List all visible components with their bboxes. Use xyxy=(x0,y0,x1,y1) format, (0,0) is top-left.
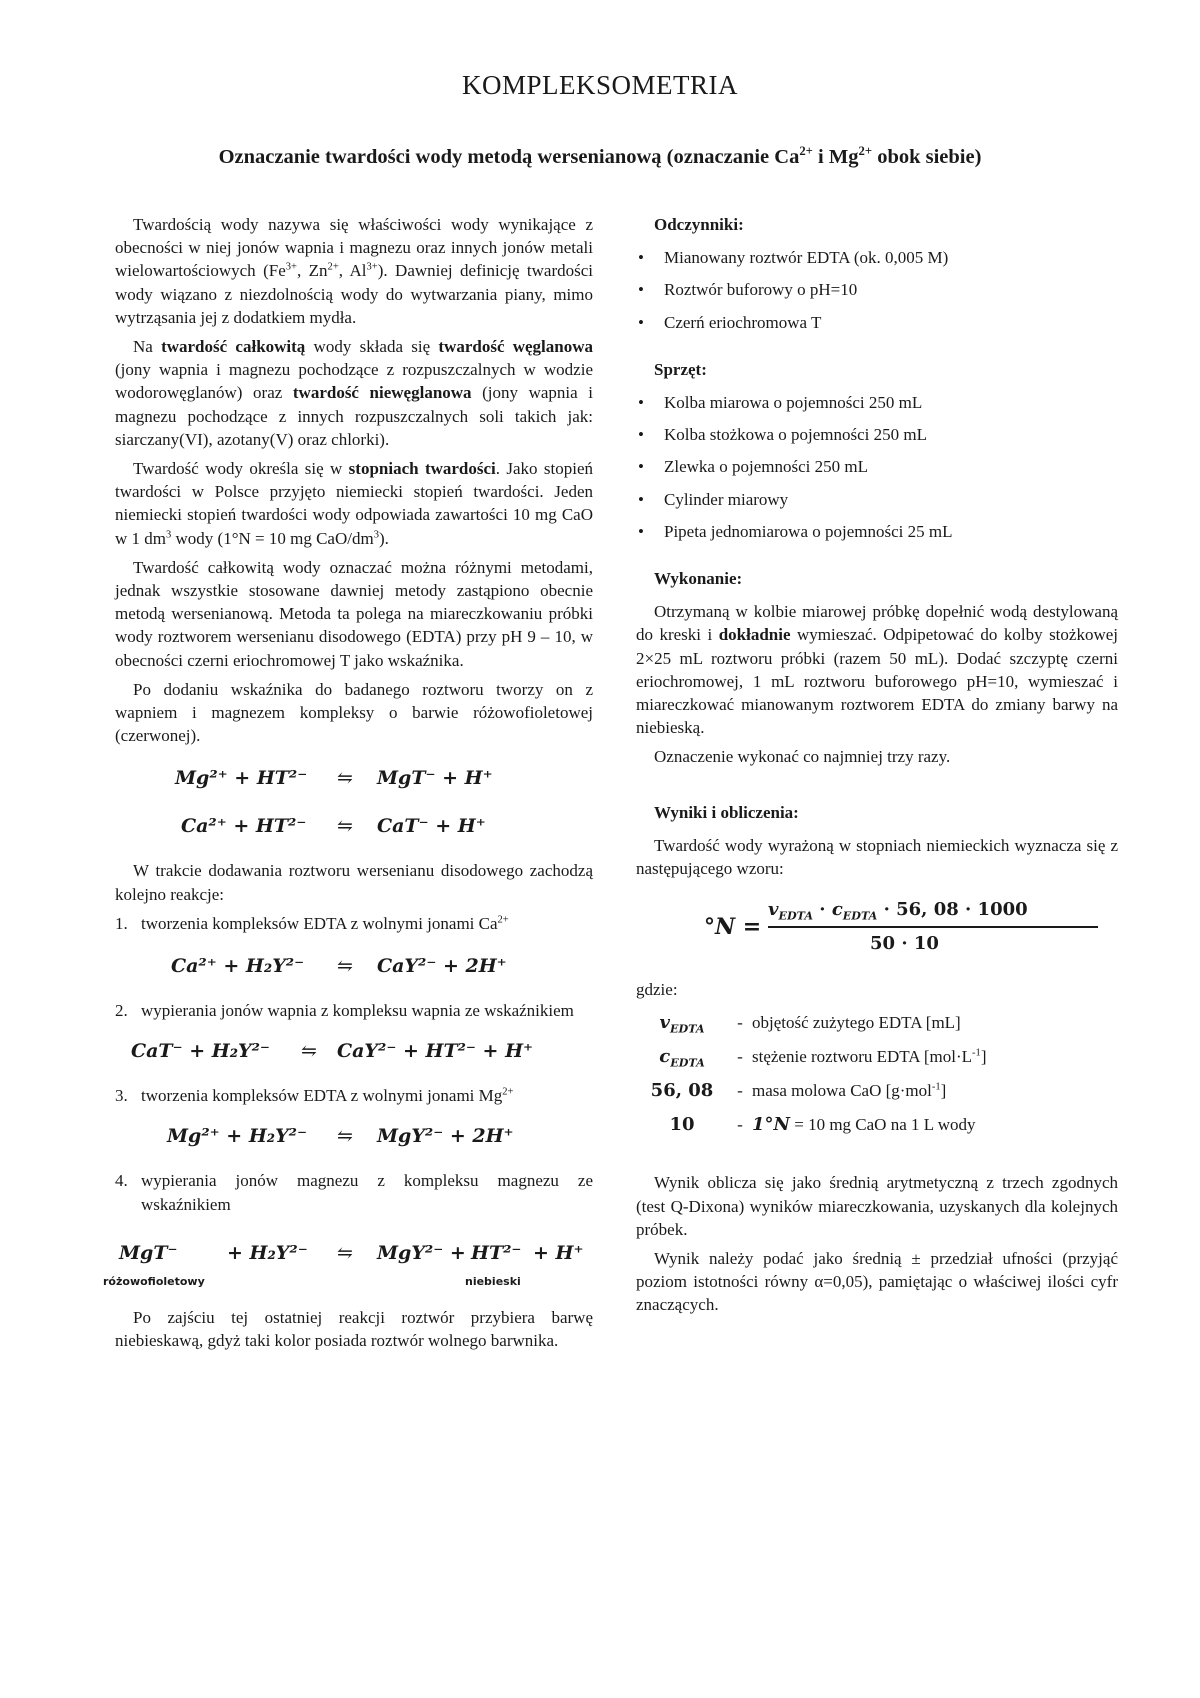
where-label: gdzie: xyxy=(636,980,678,1000)
list-item: • Roztwór buforowy o pH=10 xyxy=(638,280,858,300)
reaction-ca-indicator: Ca²⁺ + HT²⁻ ⇋ CaT⁻ + H⁺ xyxy=(181,815,486,838)
paragraph-reactions-intro: W trakcie dodawania roztworu wersenianu disodowego zachodzą kolejno reakcje: xyxy=(115,861,593,904)
paragraph-final-color: Po zajściu tej ostatniej reakcji roztwór przybiera barwę niebieskawą, gdyż taki kolor posiada roztwór wolnego barwnika. xyxy=(115,1307,593,1351)
reaction-mg-displacement: MgT⁻ + H₂Y²⁻ ⇋ MgY²⁻ + HT²⁻ + H⁺ różowofioletowy niebieski xyxy=(115,1220,593,1298)
equipment-list xyxy=(636,391,1118,543)
paragraph-procedure: Otrzymaną w kolbie miarowej próbkę dopełnić wodą destylowaną do kreski i dokładnie wymieszać. Odpipetować do kolby stożkowej 2×25 mL roztworu próbki (razem 50 mL). Dodać szczyptę czerni eriochromowej, 1 mL roztworu buforowego pH=10, wymieszać i miareczkować mianowanym roztworem EDTA do zmiany barwy na niebieską. xyxy=(636,602,1118,738)
section-procedure-title: Wykonanie: xyxy=(654,569,743,589)
label-blue: niebieski xyxy=(465,1274,521,1288)
paragraph-repeat: Oznaczenie wykonać co najmniej trzy razy. xyxy=(654,747,951,767)
section-equipment-title: Sprzęt: xyxy=(654,359,707,379)
reaction-mg-indicator: Mg²⁺ + HT²⁻ ⇋ MgT⁻ + H⁺ xyxy=(175,767,493,790)
list-item: 1. tworzenia kompleksów EDTA z wolnymi jonami $Ca^{2+}$ xyxy=(115,913,509,933)
left-column xyxy=(103,213,594,1358)
paragraph-indicator: Po dodaniu wskaźnika do badanego roztworu tworzy on z wapniem i magnezem kompleksy o barwie różowofioletowej (czerwonej). xyxy=(115,679,593,746)
section-reagents-title: Odczynniki: xyxy=(654,215,744,234)
list-item: • Kolba stożkowa o pojemności 250 mL xyxy=(638,425,927,445)
list-item: • Mianowany roztwór EDTA (ok. 0,005 M) xyxy=(638,248,949,268)
right-column xyxy=(636,213,1118,1323)
paragraph-result-confidence: Wynik należy podać jako średnią ± przedział ufności (przyjąć poziom istotności równy α=0,05), pamiętając o właściwej ilości cyfr znaczących. xyxy=(636,1249,1118,1315)
paragraph-hardness-degrees: Twardość wody określa się w stopniach twardości. Jako stopień twardości w Polsce przyjęto niemiecki stopień twardości. Jeden niemiecki stopień twardości wody odpowiada zawartości 10 mg CaO w 1 $dm^3$ wody (1°N = 10 mg CaO/$dm^3$). xyxy=(115,459,593,548)
list-item: 2. wypierania jonów wapnia z kompleksu wapnia ze wskaźnikiem xyxy=(115,1001,574,1021)
paragraph-hardness-types: Na twardość całkowitą wody składa się twardość węglanowa (jony wapnia i magnezu pochodzące z rozpuszczalnych w wodzie wodorowęglanów) oraz twardość niewęglanowa (jony wapnia i magnezu pochodzące z innych rozpuszczalnych soli takich jak: siarczany(VI), azotany(V) oraz chlorki). xyxy=(115,337,594,449)
document-subtitle: Oznaczanie twardości wody metodą wersenianową (oznaczanie $Ca^{2+}$ i $Mg^{2+}$ obok siebie) xyxy=(218,144,982,168)
list-item: • Kolba miarowa o pojemności 250 mL xyxy=(638,393,923,413)
document-title: KOMPLEKSOMETRIA xyxy=(461,70,738,100)
paragraph-formula-intro: Twardość wody wyrażoną w stopniach niemieckich wyznacza się z następującego wzoru: xyxy=(636,835,1118,879)
formula-numerator: $v_{EDTA} \cdot c_{EDTA} \cdot 56$, 08 · 1000 xyxy=(768,899,1028,923)
legend-row: 56, 08 - masa molowa CaO [g·mol$^{-1}$] xyxy=(650,1079,947,1101)
legend-row: 10 - 1°N = 10 mg CaO na 1 L wody xyxy=(669,1113,976,1135)
label-pink-violet: różowofioletowy xyxy=(103,1274,205,1288)
list-item: • Zlewka o pojemności 250 mL xyxy=(638,457,868,477)
formula-denominator: 50 · 10 xyxy=(870,933,939,955)
reaction-mg-edta: Mg²⁺ + H₂Y²⁻ ⇋ MgY²⁻ + 2H⁺ xyxy=(167,1125,514,1148)
list-item: 4. wypierania jonów magnezu z kompleksu magnezu ze wskaźnikiem xyxy=(115,1171,593,1214)
list-item: • Czerń eriochromowa T xyxy=(638,312,822,332)
list-item: • Pipeta jednomiarowa o pojemności 25 mL xyxy=(638,521,953,541)
reaction-ca-displacement: CaT⁻ + H₂Y²⁻ ⇋ CaY²⁻ + HT²⁻ + H⁺ xyxy=(131,1040,534,1063)
legend-row: $c_{EDTA}$ - stężenie roztworu EDTA $[mol\cdot L^{-1}]$ xyxy=(659,1045,987,1070)
paragraph-result-mean: Wynik oblicza się jako średnią arytmetyczną z trzech zgodnych (test Q-Dixona) wyników miareczkowania, uzyskanych dla kolejnych próbek. xyxy=(636,1173,1118,1239)
list-item: 3. tworzenia kompleksów EDTA z wolnymi jonami $Mg^{2+}$ xyxy=(115,1086,514,1106)
section-results-title: Wyniki i obliczenia: xyxy=(654,802,799,822)
hardness-formula: °N = $v_{EDTA} \cdot c_{EDTA} \cdot 56$, 08 · 1000 50 · 10 xyxy=(636,886,1118,972)
reagents-list xyxy=(636,246,1118,334)
paragraph-method: Twardość całkowitą wody oznaczać można różnymi metodami, jednak wszystkie stosowane dawniej metody zastąpiono obecnie metodą wersenianową. Metoda ta polega na miareczkowaniu próbki wody roztworem wersenianu disodowego (EDTA) przy pH 9 – 10, w obecności czerni eriochromowej T jako wskaźnika. xyxy=(115,557,593,670)
fraction-bar xyxy=(768,926,1098,928)
paragraph-hardness-definition: Twardością wody nazywa się właściwości wody wynikające z obecności w niej jonów wapnia i magnezu oraz innych jonów metali wielowartościowych ($Fe^{3+}$, $Zn^{2+}$, $Al^{3+}$). Dawniej definicję twardości wody wiązano z niezdolnością wody do wytwarzania piany, mimo wytrząsania jej z dodatkiem mydła. xyxy=(115,215,594,327)
reaction-ca-edta: Ca²⁺ + H₂Y²⁻ ⇋ CaY²⁻ + 2H⁺ xyxy=(171,955,507,978)
legend-row: $v_{EDTA}$ - objętość zużytego EDTA [mL] xyxy=(659,1011,961,1036)
list-item: • Cylinder miarowy xyxy=(638,489,789,509)
